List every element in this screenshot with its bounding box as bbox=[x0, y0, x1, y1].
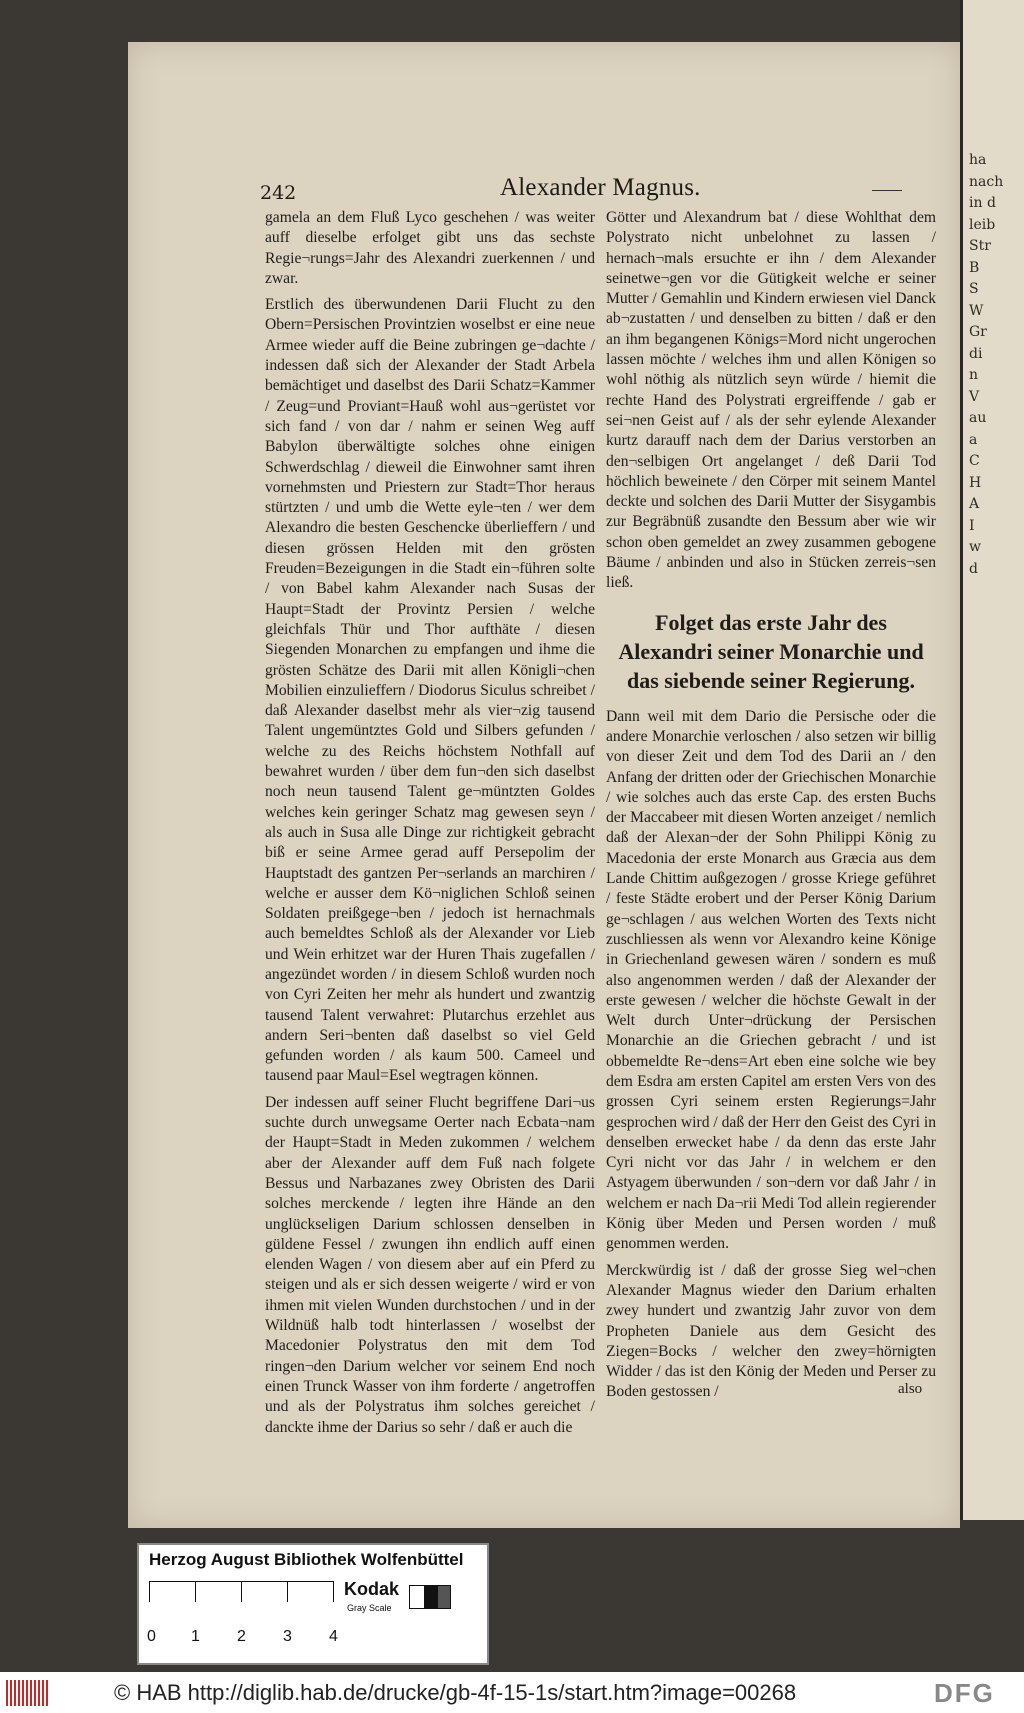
margin-fragment: a bbox=[969, 431, 978, 448]
right-paragraph-1: Götter und Alexandrum bat / diese Wohlthat dem Polystrato nicht unbelohnet zu lassen / hernach¬mals ersuchte er ihn / dem Alexander seinetwe¬gen vor die Gütigkeit welche er seiner Mutter / Gemahlin und Kindern erwiesen viel Danck ab¬zustatten / und denselben zu bitten / daß er den an ihm begangenen Königs=Mord nicht ungerochen lassen möchte / welches ihm und allen Königen so wohl nöthig als nützlich seyn würde / hiemit die rechte Hand des Polystrati ergreiffende / gab er sei¬nen Geist auf / als der sehr eylende Alexander kurtz darauff nach dem der Darius verstorben an den¬selbigen Ort angelanget / deß Darii Tod höchlich beweinete / den Cörper mit seinem Mantel deckte und solchen des Darii Mutter der Sisygambis zur Begräbnüß zusandte den Bessum aber wie wir schon oben gemeldet an zwey zusammen gebogene Bäume / anbinden und also in Stücken zerreis¬sen ließ. bbox=[606, 209, 936, 592]
library-name: Herzog August Bibliothek Wolfenbüttel bbox=[149, 1550, 464, 1569]
next-page-edge bbox=[960, 0, 1024, 1520]
scale-number: 3 bbox=[283, 1628, 292, 1645]
margin-fragment: V bbox=[969, 388, 980, 405]
left-column bbox=[265, 208, 595, 1438]
margin-fragment: A bbox=[969, 496, 980, 512]
margin-fragment: B bbox=[969, 259, 980, 276]
page-header bbox=[128, 142, 960, 204]
dfg-logo: DFG bbox=[934, 1678, 995, 1708]
right-paragraph-2: Dann weil mit dem Dario die Persische oder die andere Monarchie verloschen / also setzen wir billig von dieser Zeit und dem Tod des Darii an / den Anfang der dritten oder der Griechischen Monarchie / wie solches auch das erste Cap. des ersten Buchs der Maccabeer mit diesen Worten anzeiget / nemlich daß der Alexan¬der der Sohn Philippi König zu Macedonia der erste Monarch aus Græcia aus dem Lande Chittim außgezogen / grosse Kriege geführet / feste Städte erobert und der Perser König Darium ge¬schlagen / aus welchen Worten des Texts nicht zuschliessen als wenn vor Alexandro keine Könige in Griechenland gewesen wären / sondern es muß also angenommen werden / daß der Alexander der erste gewesen / welcher die höchste Gewalt in der Welt durch Unter¬drückung der Persischen Monarchie an die Griechen gebracht / und ist obbemeldte Re¬dens=Art eben eine solche wie bey dem Esdra am ersten Capitel am ersten Vers von des grossen Cyri seinem ersten Regierungs=Jahr gesprochen wird / daß der Herr den Geist des Cyri in denselben erwecket habe / da denn das erste Jahr Cyri nicht vor das Jahr / in welchem er den Astyagem überwunden / son¬dern vor daß Jahr / in welchem er nach Da¬rii Medi Tod allein regierender König über Meden und Persen worden / muß genommen werden. bbox=[606, 707, 936, 1253]
margin-fragment: nach bbox=[969, 173, 1004, 190]
left-paragraph-3: Der indessen auff seiner Flucht begriffene Dari¬us suchte durch unwegsame Oerter nach Ecbata¬nam der Haupt=Stadt in Meden zukommen / welchem aber der Alexander auff dem Fuß nach folgete Bessus und Narbazanes zwey Obristen des Darii solches merckende / legten ihre Hände an den unglückseligen Darium schlossen denselben in güldene Fessel / zwungen ihn endlich auff einen elenden Wagen / von diesem aber auf ein Pferd zu steigen und als er sich dessen weigerte / wird er von ihmen mit vielen Wunden durchstochen / und in der Wildnüß halb todt hinterlassen / woselbst der Macedonier Polystratus den mit dem Tod ringen¬den Darium welcher vor seinem End noch einen Trunck Wasser von ihm forderte / angetroffen und als der Polystratus ihm solches gereichet / danckte ihme der Darius so sehr / daß er auch die bbox=[265, 1093, 595, 1436]
barcode-icon bbox=[6, 1680, 48, 1706]
margin-fragment: ha bbox=[969, 152, 987, 168]
margin-fragment: C bbox=[969, 453, 980, 469]
scale-number: 1 bbox=[191, 1628, 200, 1645]
gray-scale-label: Gray Scale bbox=[347, 1603, 392, 1613]
margin-fragment: H bbox=[969, 474, 982, 491]
header-rule bbox=[872, 190, 902, 191]
running-title: Alexander Magnus. bbox=[500, 174, 701, 201]
book-page bbox=[128, 42, 960, 1528]
margin-fragment: n bbox=[969, 367, 979, 383]
margin-fragment: w bbox=[969, 539, 981, 555]
margin-fragment: leib bbox=[969, 216, 996, 233]
page-number: 242 bbox=[260, 182, 297, 204]
footer-bar bbox=[0, 1672, 1024, 1713]
scale-number: 2 bbox=[237, 1628, 246, 1645]
left-paragraph-2: Erstlich des überwundenen Darii Flucht zu den Obern=Persischen Provintzien woselbst er eine neue Armee wieder auff die Beine zubringen ge¬dachte / indessen daß sich der Alexander der Stadt Arbela bemächtiget und daselbst des Darii Schatz=Kammer / Zeug=und Proviant=Hauß wohl aus¬gerüstet vor sich fand / von dar / nahm er seinen Weg auff Babylon überwältigte solches ohne einigen Schwerdschlag / dieweil die Einwohner samt ihren vornehmsten und Priestern zur Stadt=Thor heraus stürtzten / und umb die Wette eyle¬ten / wer dem Alexandro die besten Geschencke überlieffern / und diesen grössen Helden mit den grösten Freuden=Bezeigungen in die Stadt ein¬führen solte / von Babel kahm Alexander nach Susas der Haupt=Stadt der Provintz Persien / welche gleichfals Thür und Thor aufthäte / diesen Siegenden Monarchen zu empfangen und ihme die grösten Schätze des Darii mit allen Königli¬chen Mobilien einzulieffern / Diodorus Siculus schreibet / daß Alexander daselbst mehr als vier¬zig tausend Talent ungemüntztes Gold und Silbers gefunden / welche zu des Reichs höchstem Nothfall auf bewahret wurden / über dem fun¬den sich daselbst noch neun tausend Talent ge¬müntzten Goldes welches kein geringer Schatz mag gewesen seyn / als auch in Susa alle Dinge zur richtigkeit gebracht biß er seine Armee gerad auff Persepolim der Hauptstadt des gantzen Per¬serlands an marchiren / welche er ausser dem Kö¬niglichen Schloß seinen Soldaten preißgege¬ben / jedoch ist hernachmals auch bemeldtes Schloß als der Alexander vor Lieb und Wein erhitzet war der Huren Thais zugefallen / angezündet worden / in diesem Schloß wurden noch von Cyri Zeiten her mehr als hundert und zwantzig tausend Talent verwahret: Plutarchus erzehlet aus andern Seri¬benten daß daselbst so viel Geld gefunden worden / als kaum 500. Cameel und tausend paar Maul=Esel wegtragen können. bbox=[265, 296, 595, 1085]
margin-fragment: I bbox=[969, 517, 975, 534]
margin-fragment: di bbox=[969, 345, 983, 362]
right-paragraph-3: Merckwürdig ist / daß der grosse Sieg wel¬chen Alexander Magnus wieder den Darium erhalten zwey hundert und zwantzig Jahr zuvor von dem Propheten Daniele aus dem Gesicht des Ziegen=Bocks / welcher den zwey=hörnigten Widder / das ist den König der Meden und Perser zu Boden gestossen / bbox=[606, 1261, 936, 1401]
margin-fragment: W bbox=[969, 302, 984, 319]
margin-fragment: in d bbox=[969, 195, 996, 211]
left-paragraph-1: gamela an dem Fluß Lyco geschehen / was weiter auff dieselbe erfolget gibt uns das sechste Regie¬rungs=Jahr des Alexandri zuerkennen / und zwar. bbox=[265, 209, 595, 287]
margin-fragment: S bbox=[969, 281, 979, 297]
kodak-label: Kodak bbox=[344, 1579, 400, 1599]
scale-number: 0 bbox=[147, 1628, 156, 1645]
gray-swatch bbox=[409, 1585, 451, 1609]
margin-fragment: Str bbox=[969, 238, 991, 254]
scale-number: 4 bbox=[329, 1628, 338, 1645]
margin-fragment: d bbox=[969, 560, 978, 577]
right-column bbox=[606, 208, 936, 1403]
library-color-card bbox=[137, 1543, 489, 1665]
margin-fragment: au bbox=[969, 410, 987, 426]
footer-credit[interactable]: © HAB http://diglib.hab.de/drucke/gb-4f-15-1s/start.htm?image=00268 bbox=[114, 1680, 797, 1705]
section-heading: Folget das erste Jahr des Alexandri seiner Monarchie und das siebende seiner Regierung. bbox=[618, 609, 924, 693]
margin-fragment: Gr bbox=[969, 324, 987, 340]
catchword: also bbox=[898, 1381, 923, 1397]
measurement-scale bbox=[147, 1581, 338, 1645]
